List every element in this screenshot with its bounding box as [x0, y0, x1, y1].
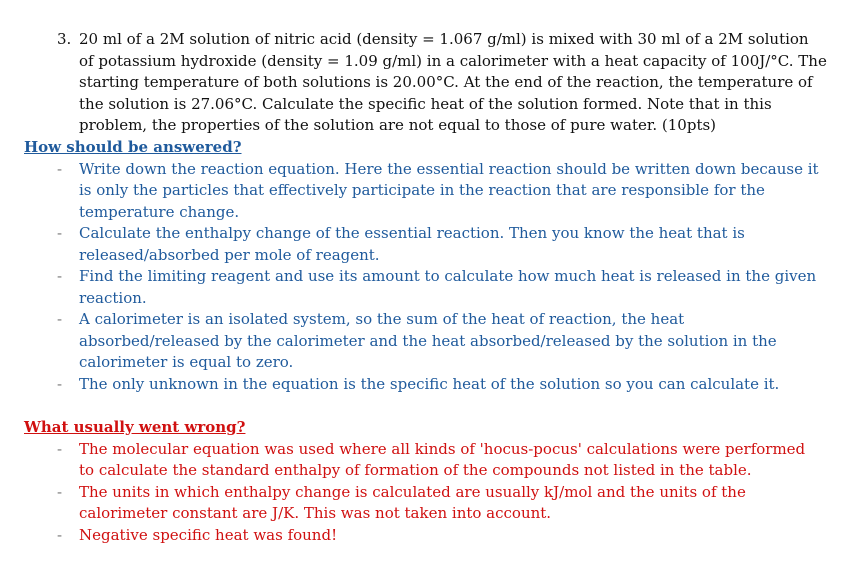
how-answered-heading: How should be answered? — [24, 138, 242, 156]
list-item — [24, 525, 824, 547]
bullet-dash: - — [57, 374, 63, 393]
bullet-dash: - — [57, 439, 63, 458]
list-item-text: The only unknown in the equation is the specific heat of the solution so you can calculate it. — [79, 374, 780, 393]
list-item — [24, 374, 824, 396]
list-item — [24, 309, 824, 374]
question-text: 20 ml of a 2M solution of nitric acid (density = 1.067 g/ml) is mixed with 30 ml of a 2M solution of potassium hydroxide (density = 1.09 g/ml) in a calorimeter with a heat capacity of 100J/°C. The starting temperature of both solutions is 20.00°C. At the end of the reaction, the temperature of the solution is 27.06°C. Calculate the specific heat of the solution formed. Note that in this problem, the properties of the solution are not equal to those of pure water. (10pts) — [79, 30, 827, 134]
list-item-text: Calculate the enthalpy change of the essential reaction. Then you know the heat that is released/absorbed per mole of reagent. — [79, 224, 745, 264]
list-item — [24, 482, 824, 525]
what-wrong-heading: What usually went wrong? — [24, 418, 246, 436]
list-item-text: The units in which enthalpy change is calculated are usually kJ/mol and the units of the calorimeter constant are J/K. This was not taken into account. — [79, 482, 746, 522]
list-item — [24, 159, 824, 224]
bullet-dash: - — [57, 525, 63, 544]
bullet-dash: - — [57, 310, 63, 328]
how-answered-section — [24, 137, 824, 395]
question-number: 3. — [57, 30, 72, 48]
list-item — [24, 223, 824, 266]
what-wrong-list — [24, 439, 824, 547]
list-item — [24, 439, 824, 482]
list-item-text: Negative specific heat was found! — [79, 525, 338, 544]
list-item-text: The molecular equation was used where all kinds of 'hocus-pocus' calculations were performed to calculate the standard enthalpy of formation of the compounds not listed in the table. — [79, 439, 806, 479]
question-block — [57, 29, 827, 137]
list-item — [24, 266, 824, 309]
list-item-text: A calorimeter is an isolated system, so the sum of the heat of reaction, the heat absorbed/released by the calorimeter and the heat absorbed/released by the solution in the calorimeter is equal to zero. — [79, 310, 777, 371]
bullet-dash: - — [57, 267, 63, 285]
list-item-text: Write down the reaction equation. Here the essential reaction should be written down because it is only the particles that effectively participate in the reaction that are responsible for the temperature change. — [79, 159, 819, 221]
bullet-dash: - — [57, 159, 63, 178]
list-item-text: Find the limiting reagent and use its amount to calculate how much heat is released in the given reaction. — [79, 267, 817, 307]
what-wrong-section — [24, 417, 824, 546]
bullet-dash: - — [57, 482, 63, 501]
how-answered-list — [24, 159, 824, 396]
bullet-dash: - — [57, 224, 63, 242]
